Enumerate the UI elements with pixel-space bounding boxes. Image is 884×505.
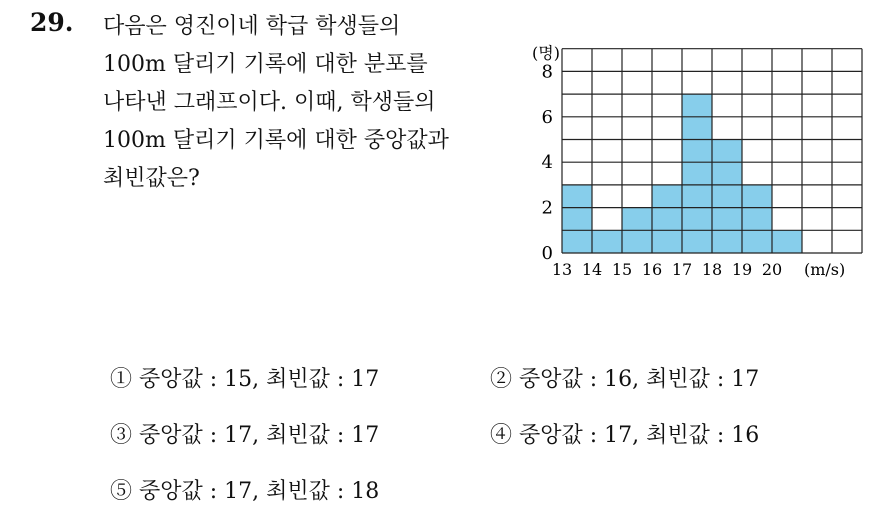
y-tick-label: 4 <box>541 152 553 174</box>
question-line: 100m 달리기 기록에 대한 분포를 <box>103 52 428 77</box>
x-tick-label: 18 <box>701 260 723 279</box>
answer-option-3[interactable]: ③ 중앙값 : 17, 최빈값 : 17 <box>110 423 380 448</box>
bar-16 <box>652 185 682 253</box>
histogram-chart <box>505 14 865 284</box>
question-line: 나타낸 그래프이다. 이때, 학생들의 <box>103 90 436 115</box>
x-axis-label: (m/s) <box>804 260 846 279</box>
y-axis-label: (명) <box>532 43 560 63</box>
bar-17 <box>682 94 712 253</box>
bar-20 <box>772 230 802 253</box>
question-text <box>103 8 498 198</box>
x-tick-label: 14 <box>581 260 603 279</box>
x-tick-label: 19 <box>731 260 753 279</box>
question-line: 최빈값은? <box>103 166 200 191</box>
x-tick-label: 15 <box>611 260 633 279</box>
y-tick-label: 8 <box>541 61 553 83</box>
bar-13 <box>562 185 592 253</box>
x-tick-label: 17 <box>671 260 693 279</box>
answer-option-4[interactable]: ④ 중앙값 : 17, 최빈값 : 16 <box>490 423 760 448</box>
answer-option-1[interactable]: ① 중앙값 : 15, 최빈값 : 17 <box>110 367 380 392</box>
x-tick-label: 20 <box>761 260 783 279</box>
y-tick-label: 0 <box>541 243 553 264</box>
y-tick-label: 6 <box>541 106 553 128</box>
question-number: 29. <box>30 8 74 37</box>
y-tick-label: 2 <box>541 197 553 219</box>
question-line: 100m 달리기 기록에 대한 중앙값과 <box>103 128 449 153</box>
answer-option-5[interactable]: ⑤ 중앙값 : 17, 최빈값 : 18 <box>110 479 380 504</box>
x-tick-label: 16 <box>641 260 663 279</box>
question-line: 다음은 영진이네 학급 학생들의 <box>103 14 401 39</box>
bar-18 <box>712 140 742 254</box>
bar-19 <box>742 185 772 253</box>
bar-14 <box>592 230 622 253</box>
x-tick-label: 13 <box>551 260 573 279</box>
answer-option-2[interactable]: ② 중앙값 : 16, 최빈값 : 17 <box>490 367 760 392</box>
